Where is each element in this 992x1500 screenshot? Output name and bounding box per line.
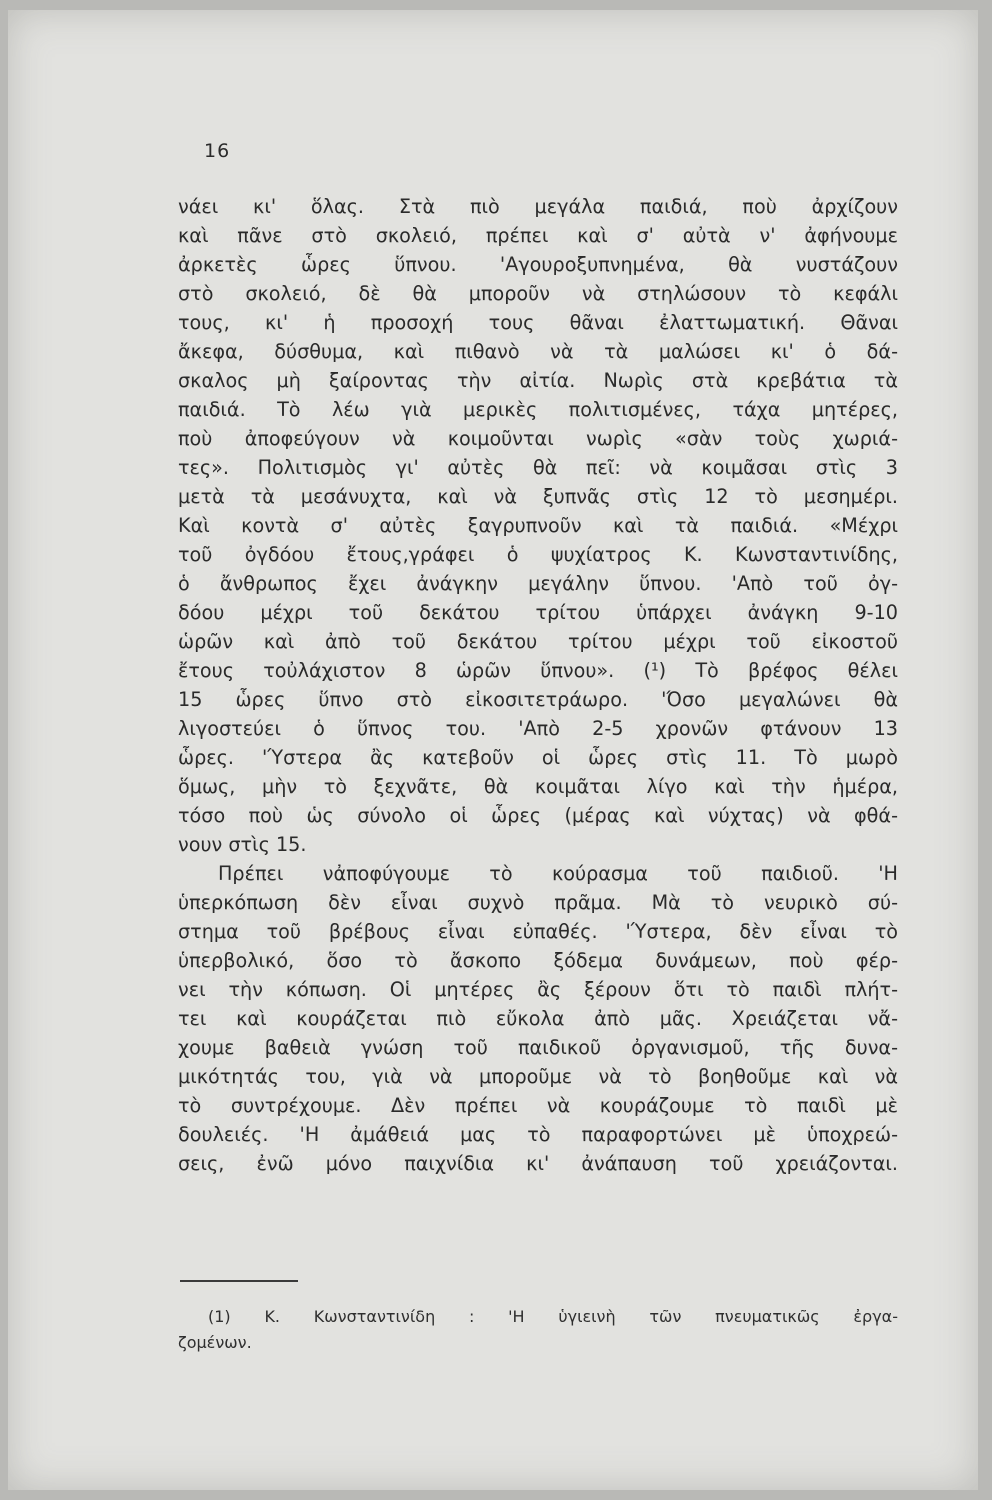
text-line: παιδιά. Τὸ λέω γιὰ μερικὲς πολιτισμένες, τάχα μητέρες,	[178, 398, 898, 421]
text-line: σεις, ἐνῶ μόνο παιχνίδια κι' ἀνάπαυση τοῦ χρειάζονται.	[178, 1152, 898, 1175]
text-line: λιγοστεύει ὁ ὕπνος του. 'Απὸ 2-5 χρονῶν φτάνουν 13	[178, 717, 898, 740]
text-line: μικότητάς του, γιὰ νὰ μποροῦμε νὰ τὸ βοηθοῦμε καὶ νὰ	[178, 1065, 898, 1088]
footnote-line: ζομένων.	[178, 1333, 252, 1352]
paragraph-2	[178, 859, 898, 1178]
text-line: τους, κι' ἡ προσοχή τους θᾶναι ἐλαττωματική. Θᾶναι	[178, 311, 898, 334]
text-line: ὑπερβολικό, ὅσο τὸ ἄσκοπο ξόδεμα δυνάμεων, ποὺ φέρ-	[178, 949, 898, 972]
text-line: ἀρκετὲς ὧρες ὕπνου. 'Αγουροξυπνημένα, θὰ νυστάζουν	[178, 253, 898, 276]
text-line: στὸ σκολειό, δὲ θὰ μποροῦν νὰ στηλώσουν τὸ κεφάλι	[178, 282, 898, 305]
body-text	[178, 192, 898, 1178]
text-line: ἔτους τοὐλάχιστον 8 ὡρῶν ὕπνου». (¹) Τὸ βρέφος θέλει	[178, 659, 898, 682]
text-line: Καὶ κοντὰ σ' αὐτὲς ξαγρυπνοῦν καὶ τὰ παιδιά. «Μέχρι	[178, 514, 898, 537]
text-line: χουμε βαθειὰ γνώση τοῦ παιδικοῦ ὀργανισμοῦ, τῆς δυνα-	[178, 1036, 898, 1059]
text-line: ὅμως, μὴν τὸ ξεχνᾶτε, θὰ κοιμᾶται λίγο καὶ τὴν ἡμέρα,	[178, 775, 898, 798]
page-number: 16	[204, 140, 231, 162]
text-line: 15 ὧρες ὕπνο στὸ εἰκοσιτετράωρο. 'Όσο μεγαλώνει θὰ	[178, 688, 898, 711]
book-page	[8, 10, 978, 1490]
text-line: νάει κι' ὅλας. Στὰ πιὸ μεγάλα παιδιά, ποὺ ἀρχίζουν	[178, 195, 898, 218]
text-line: καὶ πᾶνε στὸ σκολειό, πρέπει καὶ σ' αὐτὰ ν' ἀφήνουμε	[178, 224, 898, 247]
text-line: τει καὶ κουράζεται πιὸ εὔκολα ἀπὸ μᾶς. Χρειάζεται νἄ-	[178, 1007, 898, 1030]
footnote-line: (1) Κ. Κωνσταντινίδη : 'Η ὑγιεινὴ τῶν πνευματικῶς ἐργα-	[208, 1307, 898, 1326]
text-line: ὡρῶν καὶ ἀπὸ τοῦ δεκάτου τρίτου μέχρι τοῦ εἰκοστοῦ	[178, 630, 898, 653]
text-line: τοῦ ὀγδόου ἔτους,γράφει ὁ ψυχίατρος Κ. Κωνσταντινίδης,	[178, 543, 898, 566]
text-line: δουλειές. 'Η ἀμάθειά μας τὸ παραφορτώνει μὲ ὑποχρεώ-	[178, 1123, 898, 1146]
text-line: νει τὴν κόπωση. Οἱ μητέρες ἂς ξέρουν ὅτι τὸ παιδὶ πλήτ-	[178, 978, 898, 1001]
text-line: ὁ ἄνθρωπος ἔχει ἀνάγκην μεγάλην ὕπνου. 'Απὸ τοῦ ὀγ-	[178, 572, 898, 595]
text-line: τόσο ποὺ ὡς σύνολο οἱ ὧρες (μέρας καὶ νύχτας) νὰ φθά-	[178, 804, 898, 827]
text-line: νουν στὶς 15.	[178, 833, 307, 856]
text-line: τες». Πολιτισμὸς γι' αὐτὲς θὰ πεῖ: νὰ κοιμᾶσαι στὶς 3	[178, 456, 898, 479]
text-line: δόου μέχρι τοῦ δεκάτου τρίτου ὑπάρχει ἀνάγκη 9-10	[178, 601, 898, 624]
paragraph-1	[178, 192, 898, 859]
footnote-divider	[180, 1280, 298, 1282]
text-line: ἄκεφα, δύσθυμα, καὶ πιθανὸ νὰ τὰ μαλώσει κι' ὁ δά-	[178, 340, 898, 363]
text-line: στημα τοῦ βρέβους εἶναι εὐπαθές. 'Ύστερα, δὲν εἶναι τὸ	[178, 920, 898, 943]
text-line: ποὺ ἀποφεύγουν νὰ κοιμοῦνται νωρὶς «σὰν τοὺς χωριά-	[178, 427, 898, 450]
text-line: ὧρες. 'Ύστερα ἂς κατεβοῦν οἱ ὧρες στὶς 11. Τὸ μωρὸ	[178, 746, 898, 769]
text-line: σκαλος μὴ ξαίροντας τὴν αἰτία. Νωρὶς στὰ κρεβάτια τὰ	[178, 369, 898, 392]
footnote	[178, 1304, 898, 1356]
text-line: μετὰ τὰ μεσάνυχτα, καὶ νὰ ξυπνᾶς στὶς 12 τὸ μεσημέρι.	[178, 485, 898, 508]
text-line: Πρέπει νἀποφύγουμε τὸ κούρασμα τοῦ παιδιοῦ. 'Η	[218, 862, 898, 885]
text-line: ὑπερκόπωση δὲν εἶναι συχνὸ πρᾶμα. Μὰ τὸ νευρικὸ σύ-	[178, 891, 898, 914]
text-line: τὸ συντρέχουμε. Δὲν πρέπει νὰ κουράζουμε τὸ παιδὶ μὲ	[178, 1094, 898, 1117]
